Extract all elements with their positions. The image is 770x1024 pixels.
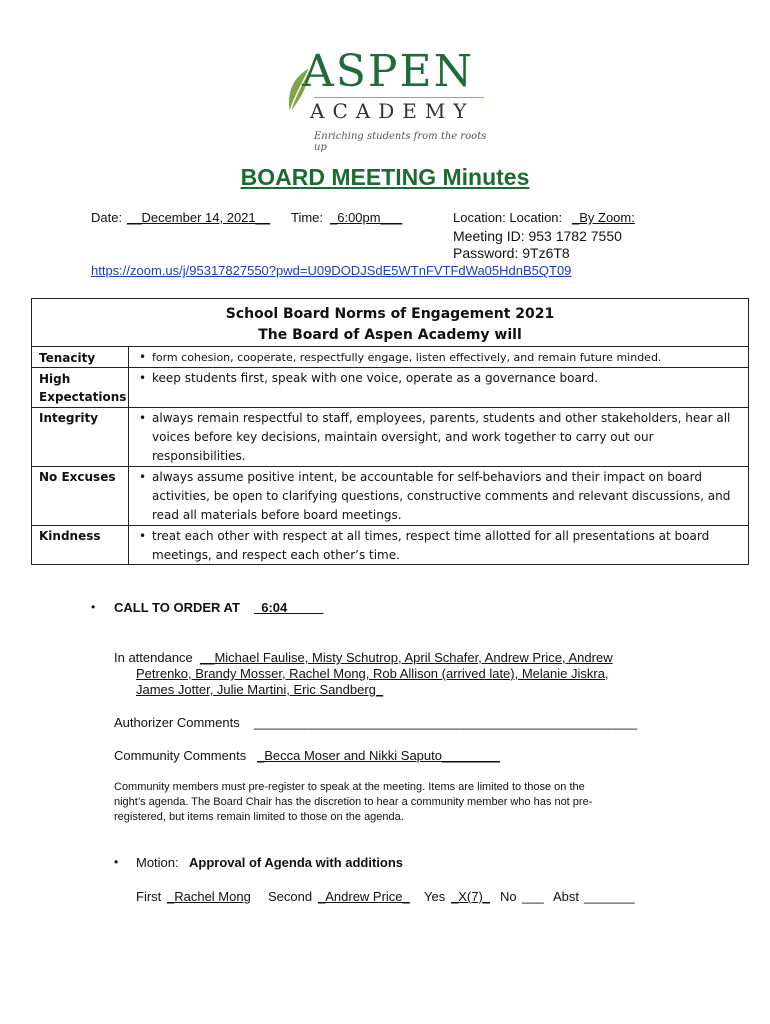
norm-label-high: High [39, 372, 71, 386]
time-value: _6:00pm___ [330, 210, 403, 225]
no-label: No [500, 889, 517, 904]
location-label: Location: Location: [453, 210, 563, 225]
aspen-academy-logo [284, 46, 490, 153]
yes-label: Yes [424, 889, 446, 904]
date-value: __December 14, 2021__ [127, 210, 271, 225]
time-label: Time: [291, 210, 324, 225]
divider [32, 346, 748, 347]
abst-label: Abst [553, 889, 580, 904]
no-value: ___ [522, 889, 544, 904]
norms-subheading: The Board of Aspen Academy will [258, 327, 522, 343]
meeting-password: Password: 9Tz6T8 [453, 245, 570, 261]
first-label: First [136, 889, 162, 904]
norm-text-line: responsibilities. [152, 449, 246, 463]
bullet: • [139, 411, 147, 425]
logo-name: ASPEN [302, 46, 475, 97]
date-label: Date: [91, 210, 123, 225]
bullet: • [91, 600, 96, 614]
authorizer-value: _____________________________________________________ [254, 715, 638, 730]
attendance-line: James Jotter, Julie Martini, Eric Sandberg_ [136, 682, 384, 697]
meeting-id: Meeting ID: 953 1782 7550 [453, 228, 622, 244]
yes-value: _X(7)_ [451, 889, 491, 904]
authorizer-label: Authorizer Comments [114, 715, 240, 730]
logo-rule [314, 97, 484, 98]
attendance-line: __Michael Faulise, Misty Schutrop, April Schafer, Andrew Price, Andrew [200, 650, 613, 665]
logo-sub: ACADEMY [310, 99, 475, 123]
norm-label-expectations: Expectations [39, 390, 127, 404]
zoom-link[interactable]: https://zoom.us/j/95317827550?pwd=U09DODJSdE5WTnFVTFdWa05HdnB5QT09 [91, 263, 572, 278]
second-value: _Andrew Price_ [318, 889, 410, 904]
divider [128, 346, 129, 564]
norm-text-line: activities, be open to clarifying questions, constructive comments and relevant discussions, and [152, 489, 731, 503]
divider [32, 407, 748, 408]
logo-tagline: Enriching students from the roots up [314, 131, 487, 153]
motion-value: Approval of Agenda with additions [189, 855, 404, 870]
community-note-line: Community members must pre-register to speak at the meeting. Items are limited to those on the [114, 781, 585, 793]
bullet: • [114, 855, 119, 869]
location-value: _By Zoom: [572, 210, 635, 225]
page-title: BOARD MEETING Minutes [240, 164, 530, 190]
community-value: _Becca Moser and Nikki Saputo________ [257, 748, 500, 763]
norm-text: form cohesion, cooperate, respectfully engage, listen effectively, and remain future minded. [152, 351, 662, 364]
norm-text: keep students first, speak with one voice, operate as a governance board. [152, 371, 599, 385]
norm-label-integrity: Integrity [39, 411, 99, 425]
community-note-line: registered, but items remain limited to those on the agenda. [114, 811, 404, 823]
call-to-order-label: CALL TO ORDER AT [114, 600, 240, 615]
norm-text-line: always assume positive intent, be accountable for self-behaviors and their impact on board [152, 470, 702, 484]
norm-label-kindness: Kindness [39, 529, 101, 543]
bullet: • [139, 350, 147, 364]
motion-label: Motion: [136, 855, 179, 870]
norm-text-line: voices before key decisions, maintain oversight, and work together to carry out our [152, 430, 654, 444]
first-value: _Rachel Mong [167, 889, 251, 904]
community-note-line: night’s agenda. The Board Chair has the discretion to hear a community member who has not pre- [114, 796, 593, 808]
norm-text-line: read all materials before board meetings. [152, 508, 402, 522]
norm-text-line: meetings, and respect each other’s time. [152, 548, 400, 562]
norms-heading: School Board Norms of Engagement 2021 [225, 306, 555, 322]
attendance-line: Petrenko, Brandy Mosser, Rachel Mong, Rob Allison (arrived late), Melanie Jiskra, [136, 666, 609, 681]
community-label: Community Comments [114, 748, 247, 763]
norm-text-line: always remain respectful to staff, employees, parents, students and other stakeholders, hear all [152, 411, 731, 425]
bullet: • [139, 470, 147, 484]
call-to-order-value: _6:04_____ [254, 600, 324, 615]
bullet: • [139, 371, 147, 385]
attendance-label: In attendance [114, 650, 193, 665]
second-label: Second [268, 889, 313, 904]
norm-label-no-excuses: No Excuses [39, 470, 116, 484]
norm-text-line: treat each other with respect at all times, respect time allotted for all presentations at board [152, 529, 710, 543]
bullet: • [139, 529, 147, 543]
norm-label-tenacity: Tenacity [39, 351, 96, 365]
abst-value: _______ [584, 889, 635, 904]
norms-table [31, 298, 749, 565]
